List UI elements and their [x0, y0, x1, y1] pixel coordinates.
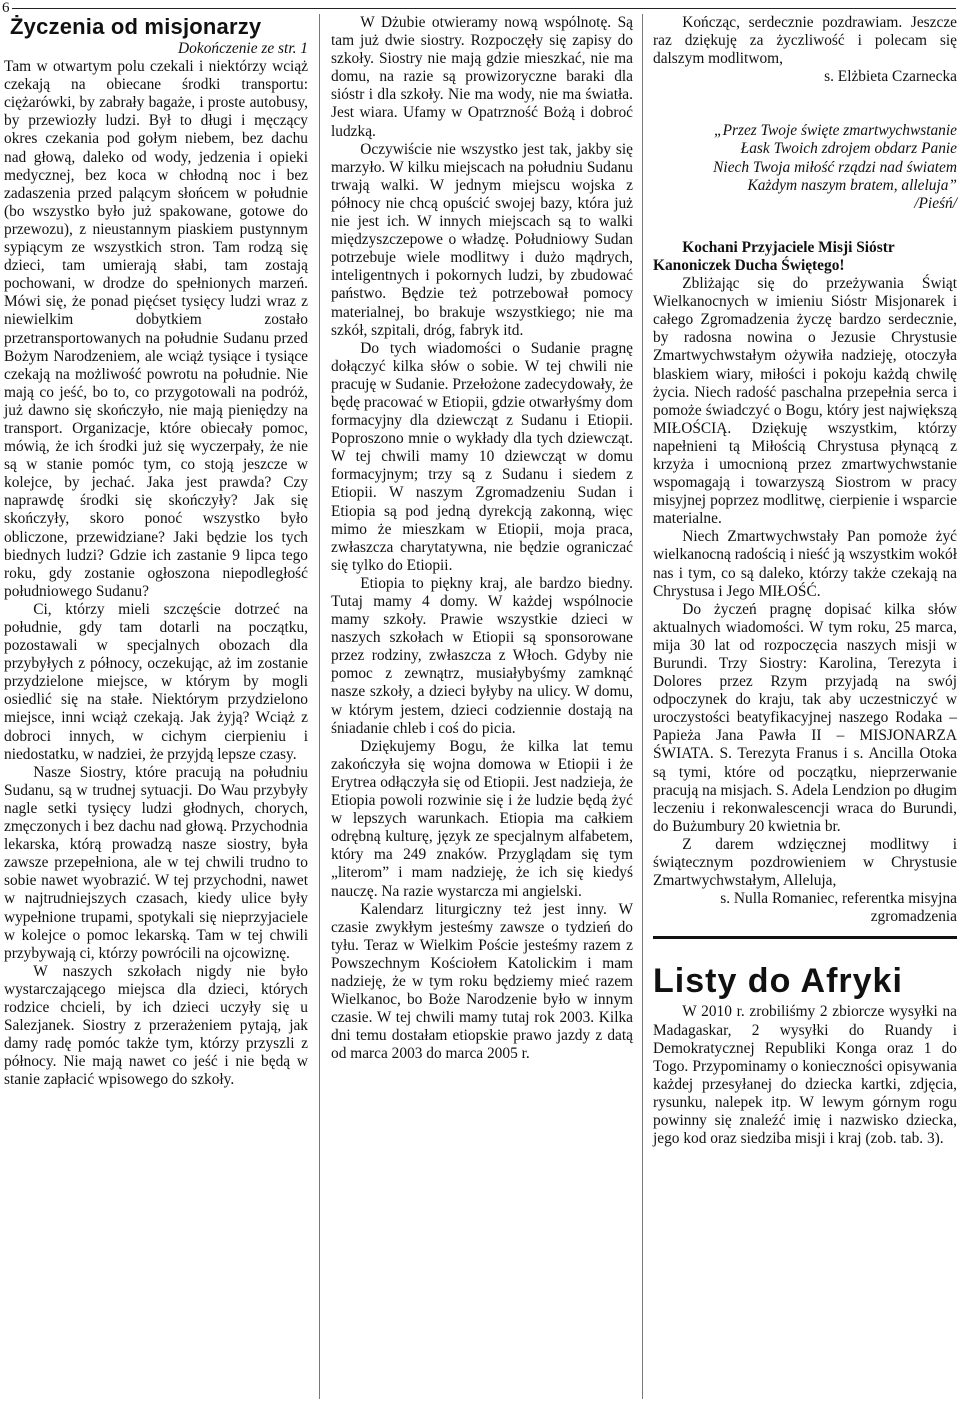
paragraph: Etiopia to piękny kraj, ale bardzo biedny. Tutaj mamy 4 domy. W każdej wspólnocie mamy szkoły. Prawie wszystkie dzieci w naszych szkołach w Etiopii są sponsorowane przez rodziny, zwłaszcza z Włoch. Gdyby nie pomoc z zewnątrz, musiałybyśmy zamknąć nasze szkoły, a dzieci byłyby na ulicy. W domu, w którym jestem, dzieci codziennie dostają na śniadanie chleb i coś do picia.	[331, 574, 633, 737]
paragraph: W 2010 r. zrobiliśmy 2 zbiorcze wysyłki na Madagaskar, 2 wysyłki do Ruandy i Demokratycznej Republiki Konga oraz 1 do Togo. Przypominamy o konieczności opisywania każdej przesyłanej do dziecka kartki, zdjęcia, rysunku, nalepek itp. W lewym górnym rogu powinny się znaleźć imię i nazwisko dziecka, jego kod oraz siedziba misji i kraj (zob. tab. 3).	[653, 1003, 957, 1148]
column-divider	[319, 14, 320, 1399]
greeting: Kochani Przyjaciele Misji Sióstr Kanoniczek Ducha Świętego!	[653, 238, 895, 274]
poem-line: „Przez Twoje święte zmartwychwstanie	[714, 122, 957, 140]
column-2	[331, 14, 633, 1063]
paragraph: W naszych szkołach nigdy nie było wystarczającego miejsca dla dzieci, których rodzice chcieli, by ich dzieci uczyły się u Salezjanek. Siostry z przerażeniem pytają, jak damy radę pomóc także tym, którzy przyszli z północy. Nie mają nawet co jeść i nie będą w stanie zapłacić wpisowego do szkoły.	[4, 962, 308, 1089]
poem-line: Łask Twoich zdrojem obdarz Panie	[740, 140, 957, 158]
paragraph: W Dżubie otwieramy nową wspólnotę. Są tam już dwie siostry. Rozpoczęły się zapisy do szkoły. Siostry nie mają gdzie mieszkać, nie ma domu, na razie są prowizoryczne baraki dla sióstr i dla szkoły. Nie ma wody, nie ma światła. Jest wiara. Ufamy w Opatrzność Bożą i dobroć ludzką.	[331, 14, 633, 140]
poem-line: Niech Twoja miłość rządzi nad światem	[713, 158, 957, 176]
section-title: Listy do Afryki	[653, 936, 957, 1001]
paragraph: Do tych wiadomości o Sudanie pragnę dołączyć kilka słów o sobie. W tej chwili nie pracuję w Sudanie. Przełożone zadecydowały, że będę pracować w Etiopii, gdzie otwarłyśmy dom formacyjny dla dziewcząt z Sudanu i Etiopii. Poproszono mnie o wykłady dla tych dziewcząt. W tej chwili mamy 10 dziewcząt w domu formacyjnym; trzy są z Sudanu i siedem z Etiopii. W naszym Zgromadzeniu Sudan i Etiopia są pod jedną dyrekcją zakonną, więc mimo że mieszkam w Etiopii, moja praca, zwłaszcza charytatywna, nie będzie ograniczać się tylko do Etiopii.	[331, 339, 633, 574]
continuation-note: Dokończenie ze str. 1	[178, 40, 308, 57]
poem	[653, 122, 957, 212]
paragraph: Niech Zmartwychwstały Pan pomoże żyć wielkanocną radością i nieść ją wszystkim wokół nas i tym, co są daleko, którzy także czekają na Chrystusa i Jego MIŁOŚĆ.	[653, 528, 957, 600]
poem-line: Każdym naszym bratem, alleluja”	[747, 176, 957, 194]
paragraph: Oczywiście nie wszystko jest tak, jakby się marzyło. W kilku miejscach na południu Sudanu trwają walki. W jednym miejscu wojska z północy nie chcą opuścić swojej bazy, która już nie jest ich. W innych miejscach są to walki międzyszczepowe o władzę. Południowy Sudan potrzebuje wiele modlitwy i dużo mądrych, inteligentnych i pokornych ludzi, by zbudować państwo. Będzie też potrzebował pomocy materialnej, bo brakuje wszystkiego; nie ma szkół, szpitali, dróg, fabryk itd.	[331, 140, 633, 339]
column-3	[653, 14, 957, 1148]
paragraph: Dziękujemy Bogu, że kilka lat temu zakończyła się wojna domowa w Etiopii i że Erytrea odłączyła się od Etiopii. Jest nadzieja, że Etiopia powoli rozwinie się i że ludzie będą żyć w lepszych warunkach. Etiopia ma całkiem odrębną kulturę, język ze specjalnym alfabetem, który ma 249 znaków. Przyglądam się tym „literom” i mam nadzieję, że ich się kiedyś nauczę. Na razie wystarcza mi angielski.	[331, 737, 633, 900]
page-number: 6	[2, 0, 10, 16]
paragraph: Z darem wdzięcznej modlitwy i świątecznym pozdrowieniem w Chrystusie Zmartwychwstałym, Alleluja,	[653, 835, 957, 890]
closing-paragraph: Kończąc, serdecznie pozdrawiam. Jeszcze raz dziękuję za życzliwość i polecam się dalszym modlitwom,	[653, 14, 957, 68]
paragraph: Tam w otwartym polu czekali i niektórzy wciąż czekają na obiecane środki transportu: ciężarówki, by zabrały bagaże, i proste autobusy, by przewiozły ludzi. Był to długi i męczący okres czekania pod gołym niebem, bez dachu nad głową, daleko od wody, jedzenia i opieki medycznej, bez koca w chłodną noc i bez zadaszenia przed palącym słońcem w południe (bo wszystko było już spakowane, gotowe do przewozu), z nieustannym piaskiem pustynnym sypiącym ze wszystkich stron. Tam rodzą się dzieci, tam umierają słabi, tam zostają pochowani, w drodze do spełnionych marzeń. Mówi się, że ponad pięćset tysięcy ludzi wraz z niewielkim dobytkiem zostało przetransportowanych na południe Sudanu przed Bożym Narodzeniem, ale wciąż tysiące i tysiące czekają na możliwość powrotu na południe. Nie mają co jeść, bo to, co przygotowali na podróż, już dawno się skończyło, nie mają pieniędzy na transport. Organizacje, które obiecały pomoc, mówią, że ich środki już się wyczerpały, że nie są w stanie pomóc tym, co stoją jeszcze w kolejce, by jechać. Jaka jest prawda? Czy naprawdę środki się skończyły? Jak się skończyły, skoro ponoć wszystko było obliczone, przewidziane? Jaki będzie los tych biednych ludzi? Gdzie ich zastanie 9 lipca tego roku, gdy zostanie ogłoszona niepodległość południowego Sudanu?	[4, 58, 308, 600]
paragraph: Do życzeń pragnę dopisać kilka słów aktualnych wiadomości. W tym roku, 25 marca, mija 30 lat od rozpoczęcia naszych misji w Burundi. Trzy Siostry: Karolina, Terezyta i Dolores przez Rzym przyjadą na swój odpoczynek do kraju, tak aby uczestniczyć w uroczystości beatyfikacyjnej naszego Rodaka – Papieża Jana Pawła II – MISJONARZA ŚWIATA. S. Terezyta Franus i s. Ancilla Otoka są tymi, które od początku, nieprzerwanie pracują na misjach. S. Adela Lendzion po długim leczeniu i rekonwalescencji wraca do Burundi, do Bużumbury 20 kwietnia br.	[653, 600, 957, 835]
top-rule	[12, 8, 956, 9]
paragraph: Ci, którzy mieli szczęście dotrzeć na południe, gdy tam dotarli na początku, pozostawali w specjalnych obozach dla przybyłych z północy, oczekując, aż im zostanie przydzielone miejsce, w którym by mogli osiedlić się na stałe. Niektórym przydzielono miejsce, inni wciąż czekają. Jak żyją? Wciąż z dobroci innych, w cichym cierpieniu i niedostatku, w nadziei, że przyjdą lepsze czasy.	[4, 600, 308, 763]
article-title: Życzenia od misjonarzy	[10, 14, 262, 39]
poem-line: /Pieśń/	[914, 194, 957, 212]
signature: s. Elżbieta Czarnecka	[824, 68, 957, 86]
column-1	[4, 14, 308, 1089]
paragraph: Nasze Siostry, które pracują na południu Sudanu, są w trudnej sytuacji. Do Wau przybyły nagle setki tysięcy ludzi głodnych, chorych, zmęczonych i bez dachu nad głową. Przychodnia lekarska, którą prowadzą nasze siostry, była zawsze przepełniona, ale w tej chwili trudno to sobie nawet wyobrazić. W tej przychodni, nawet w najtrudniejszych czasach, kiedy ulice były wypełnione trupami, spotykali się nieprzyjaciele w kolejce o pomoc lekarską. Tam w tej chwili przybywają ci, którzy powrócili na ojcowiznę.	[4, 763, 308, 962]
column-divider	[642, 14, 643, 1399]
paragraph: Kalendarz liturgiczny też jest inny. W czasie zwykłym jesteśmy zawsze o tydzień do tyłu. Teraz w Wielkim Poście jesteśmy razem z Powszechnym Kościołem Katolickim i mam nadzieję, że w tym roku będziemy mieć razem Wielkanoc, bo Boże Narodzenie było w innym czasie. W tej chwili mamy tutaj rok 2003. Kilka dni temu dostałam etiopskie prawo jazdy z datą od marca 2003 do marca 2005 r.	[331, 900, 633, 1063]
paragraph: Zbliżając się do przeżywania Świąt Wielkanocnych w imieniu Sióstr Misjonarek i całego Zgromadzenia życzę bardzo serdecznie, by radosna nowina o Jezusie Chrystusie Zmartwychwstałym ożywiła nadzieję, otoczyła blaskiem wiary, miłości i pokoju każdą chwilę życia. Niech radość paschalna przepełnia serca i pomoże świadczyć o Bogu, który jest największą MIŁOŚCIĄ. Dziękuję wszystkim, którzy napełnieni tą Miłością Chrystusa płynącą z krzyża i umocnioną przez zmartwychwstanie wspomagają i towarzyszą Siostrom w pracy misyjnej poprzez modlitwę, cierpienie i wsparcie materialne.	[653, 275, 957, 528]
signature: s. Nulla Romaniec, referentka misyjna zgromadzenia	[720, 890, 957, 926]
